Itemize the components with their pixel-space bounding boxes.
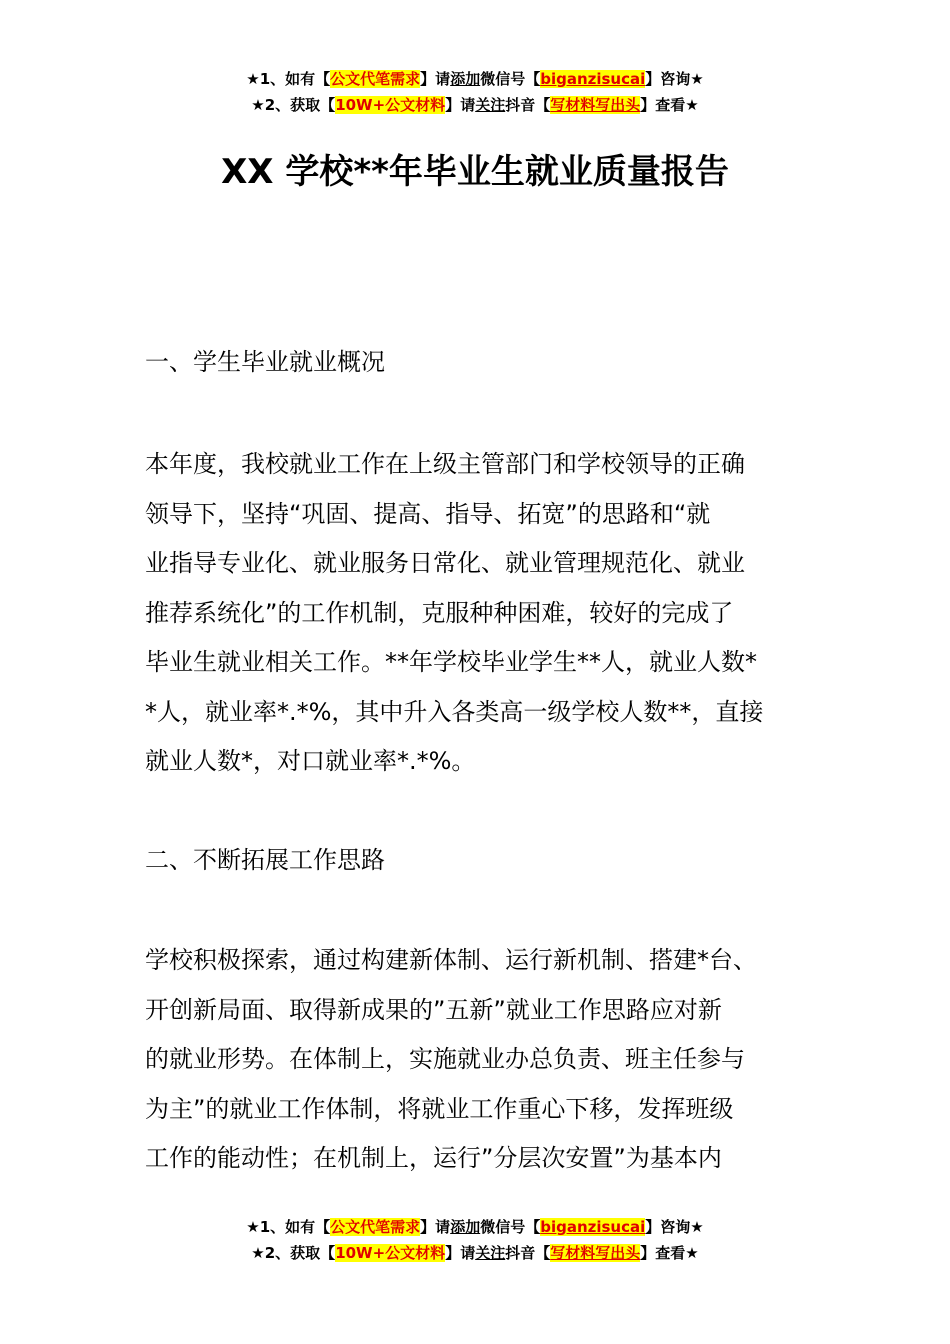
- paragraph-line: *人，就业率*.*%，其中升入各类高一级学校人数**，直接: [145, 697, 764, 726]
- banner-line-2: ★2、获取【10W+公文材料】请关注抖音【写材料写出头】查看★: [251, 1244, 699, 1262]
- paragraph-line: 本年度，我校就业工作在上级主管部门和学校领导的正确: [145, 450, 745, 478]
- paragraph-line: 开创新局面、取得新成果的”五新”就业工作思路应对新: [145, 995, 722, 1024]
- banner-highlight-douyin-account: 写材料写出头: [550, 96, 641, 114]
- banner-highlight-douyin-account: 写材料写出头: [550, 1244, 641, 1262]
- bottom-banner: [0, 1214, 950, 1266]
- paragraph-line: 工作的能动性；在机制上，运行”分层次安置”为基本内: [145, 1144, 722, 1172]
- banner-highlight-writing-service: 公文代笔需求: [330, 1218, 421, 1236]
- banner-highlight-writing-service: 公文代笔需求: [330, 70, 421, 88]
- paragraph-line: 业指导专业化、就业服务日常化、就业管理规范化、就业: [145, 549, 745, 577]
- paragraph-line: 就业人数*，对口就业率*.*%。: [145, 747, 476, 775]
- section-heading-overview: 一、学生毕业就业概况: [145, 348, 385, 376]
- document-title: XX 学校**年毕业生就业质量报告: [221, 152, 729, 192]
- banner-line-1: ★1、如有【公文代笔需求】请添加微信号【biganzisucai】咨询★: [246, 70, 704, 88]
- paragraph-line: 毕业生就业相关工作。**年学校毕业学生**人，就业人数*: [145, 648, 757, 676]
- top-banner: [0, 66, 950, 118]
- section-paragraph-overview: [145, 440, 810, 787]
- banner-highlight-wechat-id: biganzisucai: [540, 1218, 646, 1236]
- banner-line-2: ★2、获取【10W+公文材料】请关注抖音【写材料写出头】查看★: [251, 96, 699, 114]
- banner-highlight-wechat-id: biganzisucai: [540, 70, 646, 88]
- banner-highlight-materials: 10W+公文材料: [335, 96, 446, 114]
- paragraph-line: 推荐系统化”的工作机制，克服种种困难，较好的完成了: [145, 598, 734, 627]
- paragraph-line: 的就业形势。在体制上，实施就业办总负责、班主任参与: [145, 1045, 745, 1073]
- section-paragraph-work-ideas: [145, 936, 810, 1184]
- paragraph-line: 领导下，坚持“巩固、提高、指导、拓宽”的思路和“就: [145, 499, 711, 528]
- paragraph-line: 学校积极探索，通过构建新体制、运行新机制、搭建*台、: [145, 946, 757, 974]
- banner-highlight-materials: 10W+公文材料: [335, 1244, 446, 1262]
- paragraph-line: 为主”的就业工作体制，将就业工作重心下移，发挥班级: [145, 1094, 734, 1123]
- section-heading-work-ideas: 二、不断拓展工作思路: [145, 846, 385, 874]
- banner-line-1: ★1、如有【公文代笔需求】请添加微信号【biganzisucai】咨询★: [246, 1218, 704, 1236]
